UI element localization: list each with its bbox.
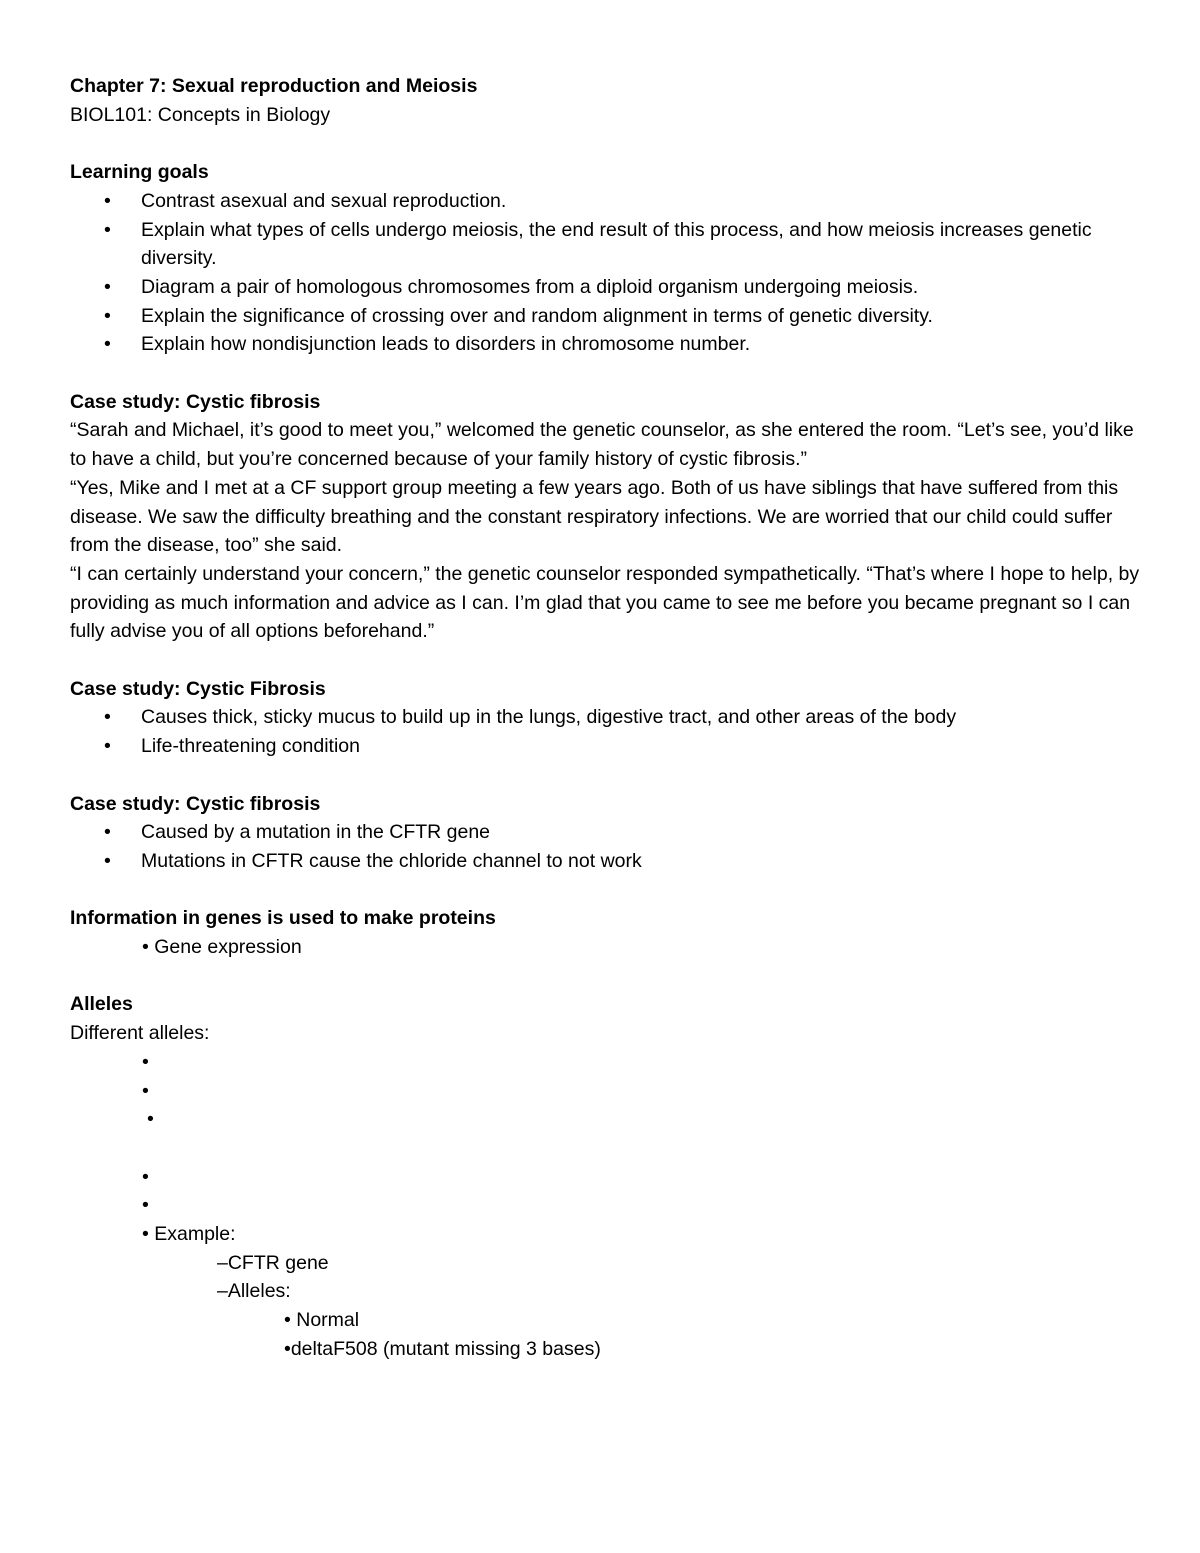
spacer xyxy=(70,646,1140,675)
alleles-label: –Alleles: xyxy=(217,1280,291,1303)
alleles-subheading: Different alleles: xyxy=(70,1022,210,1045)
bullet-icon: • xyxy=(104,304,111,327)
case-study-item: • Mutations in CFTR cause the chloride channel to not work xyxy=(70,847,1140,876)
bullet-icon: • xyxy=(104,333,111,356)
alleles-heading: Alleles xyxy=(70,993,133,1016)
spacer xyxy=(70,129,1140,158)
learning-goals-list xyxy=(70,187,1140,359)
case-study-list xyxy=(70,818,1140,875)
learning-goal-item: • Diagram a pair of homologous chromosomes from a diploid organism undergoing meiosis. xyxy=(70,273,1140,302)
case-study-heading: Case study: Cystic fibrosis xyxy=(70,792,321,815)
bullet-icon: • xyxy=(104,218,111,241)
learning-goal-item: • Explain what types of cells undergo meiosis, the end result of this process, and how meiosis increases genetic diversity. xyxy=(70,216,1140,273)
empty-bullet-item: • xyxy=(142,1194,149,1217)
course-name: BIOL101: Concepts in Biology xyxy=(70,103,331,126)
bullet-icon: • xyxy=(104,821,111,844)
learning-goal-item: • Explain the significance of crossing over and random alignment in terms of genetic diversity. xyxy=(70,302,1140,331)
gene-expression-item: • Gene expression xyxy=(142,936,302,959)
bullet-icon: • xyxy=(104,275,111,298)
spacer xyxy=(70,761,1140,790)
empty-bullet-item: • xyxy=(142,1165,149,1188)
case-study-heading: Case study: Cystic fibrosis xyxy=(70,390,321,413)
example-label: • Example: xyxy=(142,1222,236,1245)
case-study-heading: Case study: Cystic Fibrosis xyxy=(70,677,326,700)
allele-normal: • Normal xyxy=(284,1309,360,1332)
case-study-list xyxy=(70,703,1140,760)
cftr-gene-line: –CFTR gene xyxy=(217,1251,329,1274)
empty-bullet-item: • xyxy=(142,1050,149,1073)
bullet-icon: • xyxy=(104,849,111,872)
case-study-paragraph: “I can certainly understand your concern,” the genetic counselor responded sympathetically. “That’s where I hope to help, by providing as much information and advice as I can. I’m glad that you came to see me before you became pregnant so I can fully advise you of all options beforehand.” xyxy=(70,562,1140,643)
case-study-item: • Causes thick, sticky mucus to build up in the lungs, digestive tract, and other areas of the body xyxy=(70,703,1140,732)
case-study-paragraph: “Sarah and Michael, it’s good to meet you,” welcomed the genetic counselor, as she entered the room. “Let’s see, you’d like to have a child, but you’re concerned because of your family history of cystic fibrosis.” xyxy=(70,419,1134,471)
learning-goal-item: • Explain how nondisjunction leads to disorders in chromosome number. xyxy=(70,330,1140,359)
bullet-icon: • xyxy=(104,189,111,212)
case-study-paragraph: “Yes, Mike and I met at a CF support group meeting a few years ago. Both of us have siblings that have suffered from this disease. We saw the difficulty breathing and the constant respiratory infections. We are worried that our child could suffer from the disease, too” she said. xyxy=(70,476,1119,557)
spacer xyxy=(70,876,1140,905)
genes-heading: Information in genes is used to make proteins xyxy=(70,907,496,930)
spacer xyxy=(70,1134,1140,1163)
spacer xyxy=(70,962,1140,991)
bullet-icon: • xyxy=(104,706,111,729)
bullet-icon: • xyxy=(104,735,111,758)
learning-goals-heading: Learning goals xyxy=(70,161,209,184)
document-title: Chapter 7: Sexual reproduction and Meiosis xyxy=(70,75,478,97)
allele-mutant: •deltaF508 (mutant missing 3 bases) xyxy=(284,1337,601,1360)
case-study-item: • Caused by a mutation in the CFTR gene xyxy=(70,818,1140,847)
empty-bullet-item: • xyxy=(142,1079,149,1102)
empty-bullet-item: • xyxy=(147,1108,154,1131)
case-study-item: • Life-threatening condition xyxy=(70,732,1140,761)
spacer xyxy=(70,359,1140,388)
learning-goal-item: • Contrast asexual and sexual reproduction. xyxy=(70,187,1140,216)
document-page xyxy=(70,72,1140,1363)
